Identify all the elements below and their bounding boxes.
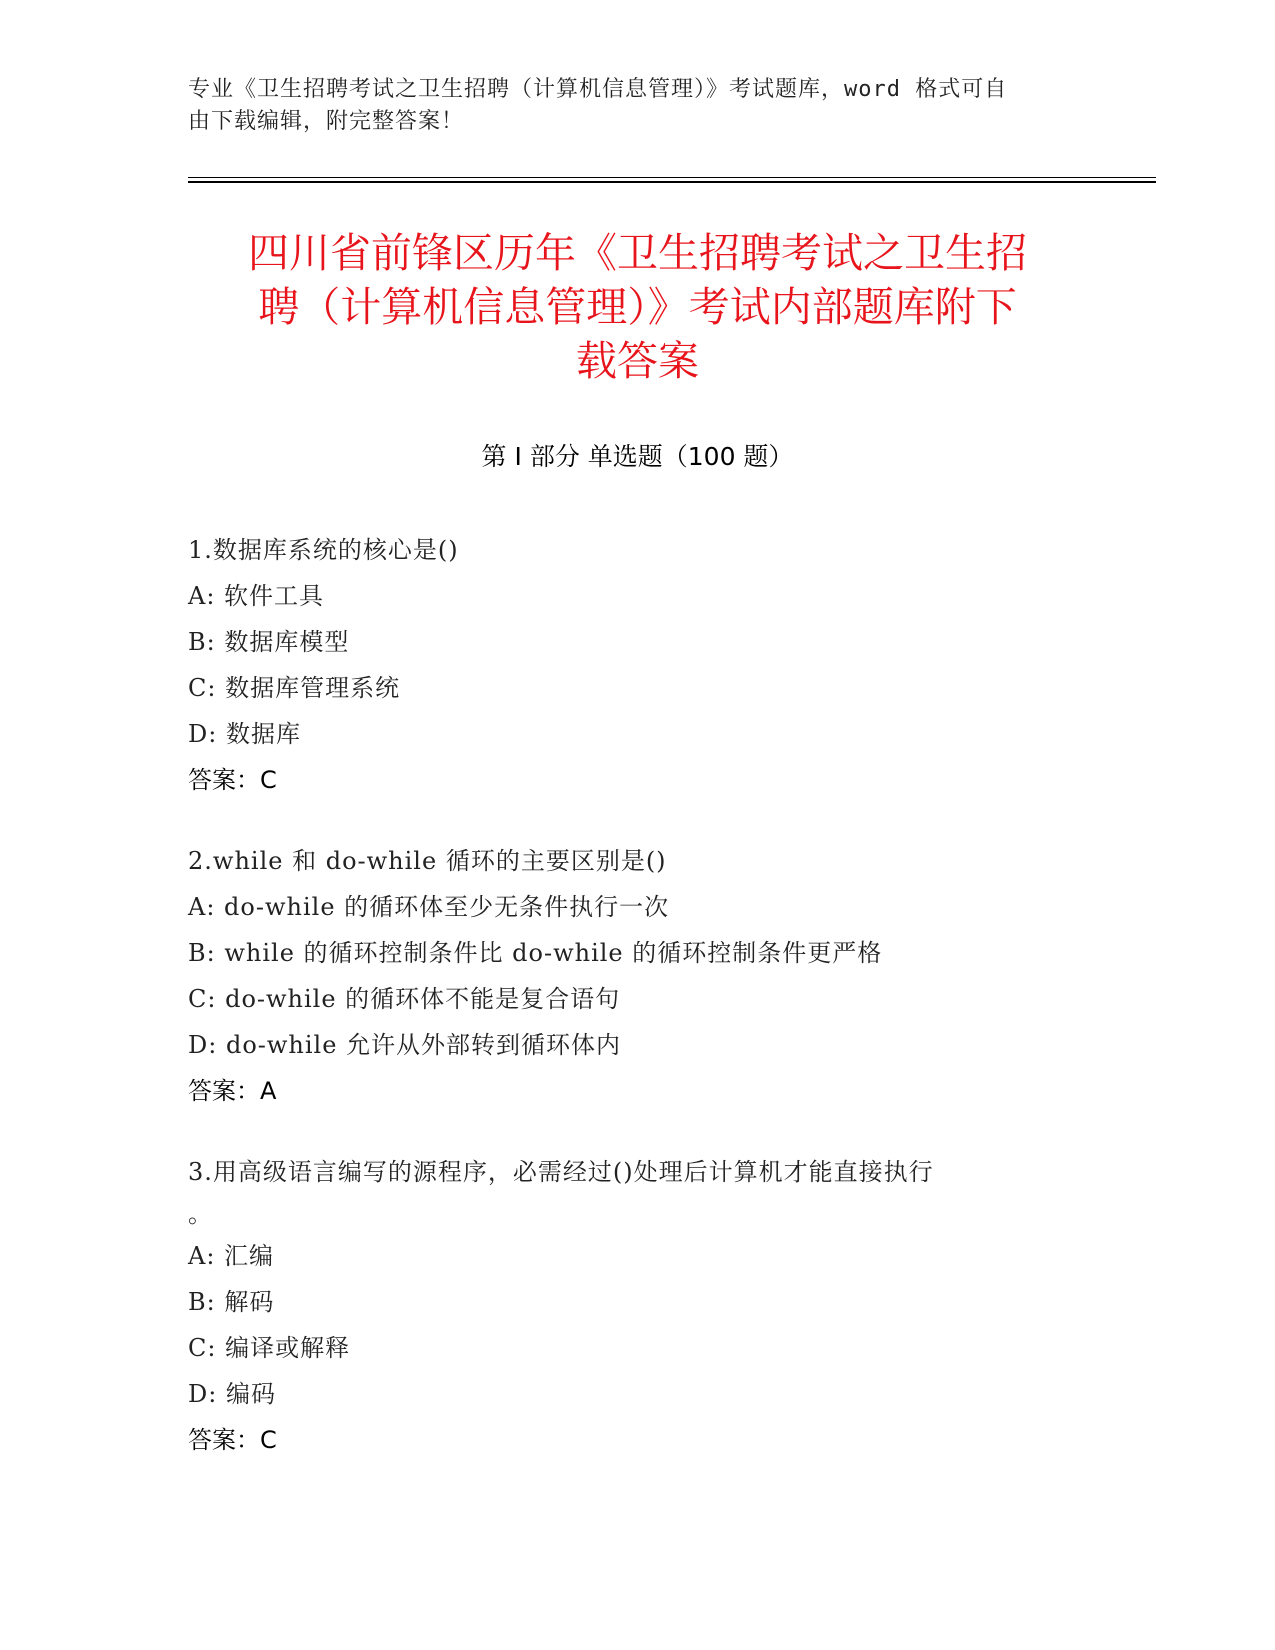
option-c: C: do-while 的循环体不能是复合语句 [188,985,621,1013]
header-divider-thin [188,177,1156,178]
option-b: B: 数据库模型 [188,628,350,656]
title-line-1: 四川省前锋区历年《卫生招聘考试之卫生招 [248,229,1027,277]
answer: 答案：C [188,1426,277,1454]
document-title [160,226,1115,388]
question-3 [188,1149,1088,1463]
question-list [188,527,1088,1498]
option-a: A: do-while 的循环体至少无条件执行一次 [188,893,670,921]
option-a: A: 汇编 [188,1242,275,1270]
title-line-3: 载答案 [576,337,699,385]
answer: 答案：A [188,1077,277,1105]
option-d: D: 编码 [188,1380,276,1408]
option-a: A: 软件工具 [188,582,325,610]
question-2 [188,838,1088,1114]
option-b: B: 解码 [188,1288,275,1316]
header-divider-thick [188,181,1156,183]
option-c: C: 数据库管理系统 [188,674,401,702]
question-1 [188,527,1088,803]
option-d: D: 数据库 [188,720,301,748]
option-b: B: while 的循环控制条件比 do-while 的循环控制条件更严格 [188,939,883,967]
question-stem-continuation: 。 [188,1200,212,1228]
question-stem: 2.while 和 do-while 循环的主要区别是() [188,847,667,875]
question-stem: 1.数据库系统的核心是() [188,536,459,564]
header-note-line-2: 由下载编辑，附完整答案！ [188,109,465,134]
header-note [188,74,1068,138]
section-heading: 第 I 部分 单选题（100 题） [481,442,794,471]
title-line-2: 聘（计算机信息管理）》考试内部题库附下 [258,283,1017,331]
header-note-line-1: 专业《卫生招聘考试之卫生招聘（计算机信息管理）》考试题库，word 格式可自 [188,77,1008,102]
option-d: D: do-while 允许从外部转到循环体内 [188,1031,622,1059]
question-stem: 3.用高级语言编写的源程序，必需经过()处理后计算机才能直接执行 [188,1158,934,1186]
option-c: C: 编译或解释 [188,1334,351,1362]
answer: 答案：C [188,766,277,794]
